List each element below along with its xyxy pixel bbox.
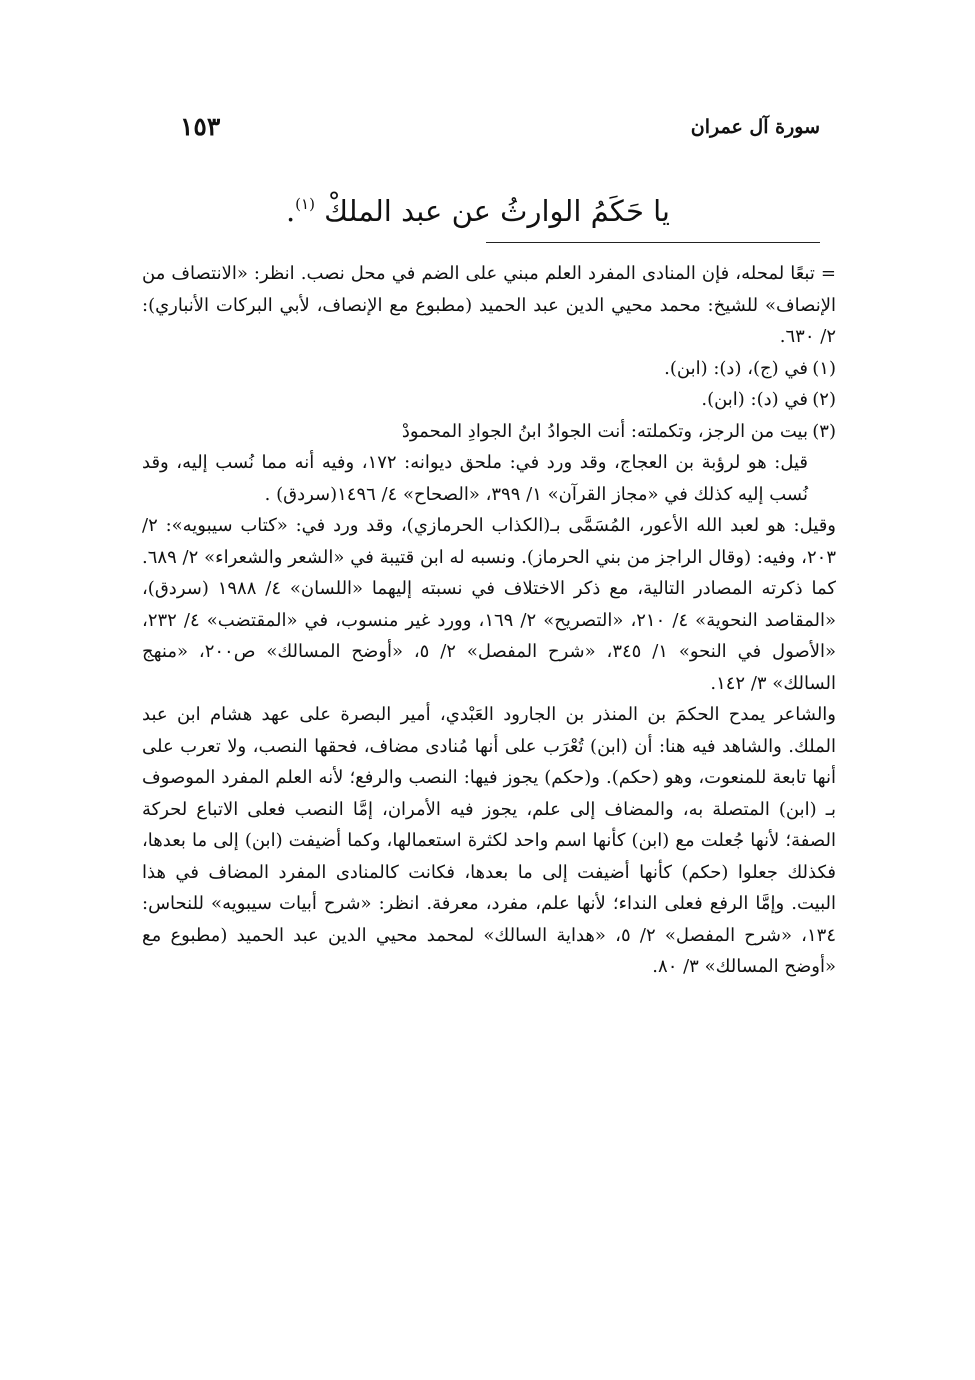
page-header [180,112,820,148]
page-number: ١٥٣ [180,112,221,141]
verse-end-mark: . [285,194,296,228]
footnote-marker: (١) [295,195,315,213]
footnote-item [142,416,836,448]
footnotes-section [142,258,836,983]
verse-text: يا حَكَمُ الوارثُ عن عبد الملكْ [324,194,670,228]
footnote-paragraph: قيل: هو لرؤبة بن العجاج، وقد ورد في: ملحق ديوانه: ١٧٢، وفيه أنه مما نُسب إليه، وقد نُسب إليه كذلك في «مجاز القرآن» ١/ ٣٩٩، «الصحاح» ٤/ ١٤٩٦(سردق) . [142,452,808,505]
footnote-text: بيت من الرجز، وتكملته: أنت الجوادُ ابنُ الجوادِ المحمودْ [401,420,808,442]
footnote-number: (٣) [812,420,836,442]
running-title: سورة آل عمران [690,116,820,138]
footnote-paragraph: والشاعر يمدح الحكمَ بن المنذر بن الجارود العَبْدي، أمير البصرة على عهد هشام ابن عبد الملك. والشاهد فيه هنا: أن (ابن) تُعْرَب على أنها مُنادى مضاف، فحقها النصب، ولا تعرب على أنها تابعة للمنعوت، وهو (حكم). و(حكم) يجوز فيها: النصب والرفع؛ لأنه العلم المفرد الموصوف بـ (ابن) المتصلة به، والمضاف إلى علم، يجوز فيه الأمران، إمَّا النصب فعلى الاتباع لحركة الصفة؛ لأنها جُعلت مع (ابن) كأنها اسم واحد لكثرة استعمالها، وكما أضيفت (ابن) إلى ما بعدها، فكذلك جعلوا (حكم) كأنها أضيفت إلى ما بعدها، فكانت كالمنادى المفرد المضاف في هذا البيت. وإمَّا الرفع فعلى النداء؛ لأنها علم، مفرد، معرفة. انظر: «شرح أبيات سيبويه» للنحاس: ١٣٤، «شرح المفصل» ٢/ ٥، «هداية السالك» لمحمد محيي الدين عبد الحميد (مطبوع مع «أوضح المسالك» ٣/ ٨٠. [142,704,836,977]
footnote-number: (١) [812,357,836,379]
footnote-text: في (د): (ابن). [701,389,808,410]
footnote-continuation: = تبعًا لمحله، فإن المنادى المفرد العلم مبني على الضم في محل نصب. انظر: «الانتصاف من الإنصاف» للشيخ: محمد محيي الدين عبد الحميد (مطبوع مع الإنصاف، لأبي البركات الأنباري): ٢/ ٦٣٠. [142,263,836,347]
footnote-paragraph: وقيل: هو لعبد الله الأعور، المُسَمَّى بـ(الكذاب الحرمازي)، وقد ورد في: «كتاب سيبويه»: ٢/ ٢٠٣، وفيه: (وقال الراجز من بني الحرماز). ونسبه له ابن قتيبة في «الشعر والشعراء» ٢/ ٦٨٩. كما ذكرته المصادر التالية، مع ذكر الاختلاف في نسبته إليهما «اللسان» ٤/ ١٩٨٨ (سردق)، «المقاصد النحوية» ٤/ ٢١٠، «التصريح» ٢/ ١٦٩، وورد غير منسوب، في «المقتضب» ٤/ ٢٣٢، «الأصول في النحو» ١/ ٣٤٥، «شرح المفصل» ٢/ ٥، «أوضح المسالك» ص٢٠٠، «منهج السالك» ٣/ ١٤٢. [142,515,836,694]
footnote-separator [486,242,820,243]
footnote-item [142,384,836,416]
footnote-number: (٢) [812,389,836,410]
footnote-text: في (ج)، (د): (ابن). [664,357,808,379]
verse-line [150,182,670,233]
footnote-item [142,353,836,385]
